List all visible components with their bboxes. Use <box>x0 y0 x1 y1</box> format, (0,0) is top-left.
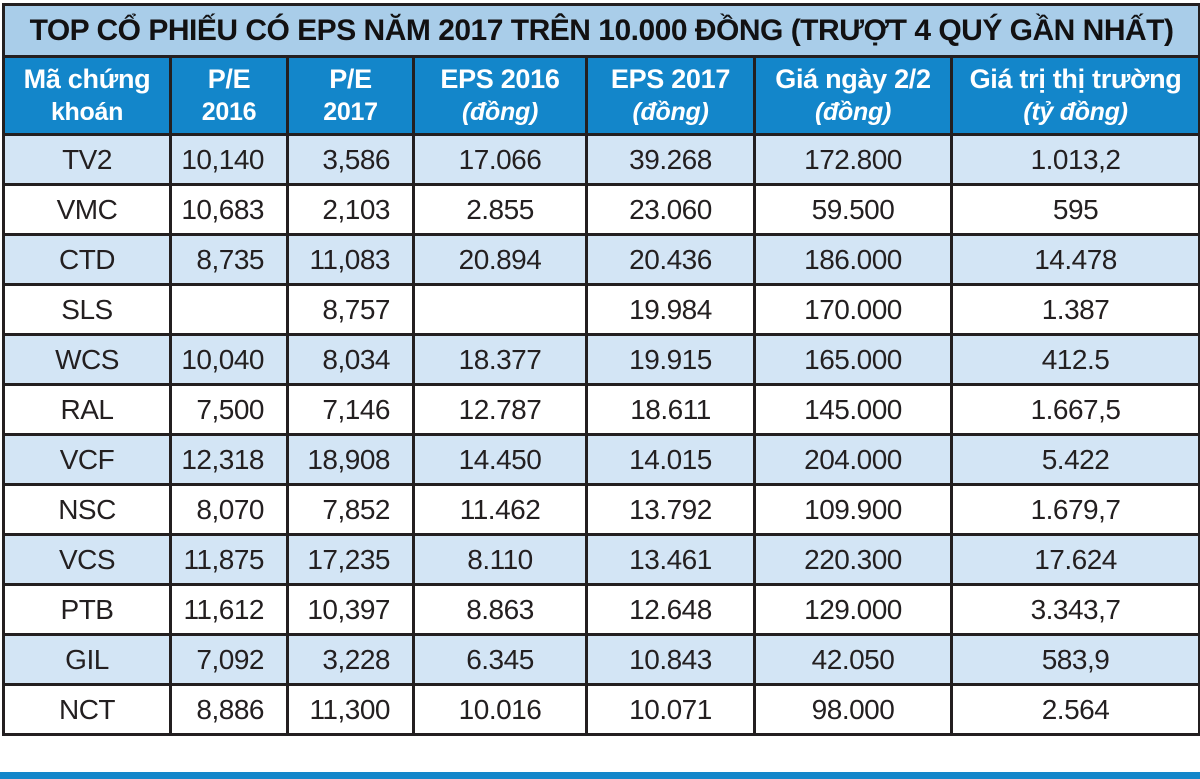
column-header-sublabel: khoán <box>50 97 124 126</box>
value-cell: 11,083 <box>288 235 414 285</box>
column-header-label: EPS 2016 <box>440 64 560 94</box>
value-cell: 7,092 <box>171 635 288 685</box>
value-cell: 18,908 <box>288 435 414 485</box>
column-header-label: P/E <box>207 64 251 94</box>
value-cell: 8.110 <box>414 535 587 585</box>
column-header-ticker <box>4 57 171 135</box>
table-row <box>4 635 1200 685</box>
column-header-price <box>755 57 952 135</box>
ticker-cell: NSC <box>4 485 171 535</box>
column-header-sublabel: (đồng) <box>815 97 891 126</box>
table-row <box>4 385 1200 435</box>
value-cell: 42.050 <box>755 635 952 685</box>
value-cell: 59.500 <box>755 185 952 235</box>
value-cell: 18.611 <box>587 385 755 435</box>
column-header-label: Mã chứng <box>23 64 151 94</box>
value-cell: 7,852 <box>288 485 414 535</box>
table-row <box>4 185 1200 235</box>
value-cell: 2,103 <box>288 185 414 235</box>
value-cell: 13.792 <box>587 485 755 535</box>
column-header-eps-2017 <box>587 57 755 135</box>
value-cell: 583,9 <box>952 635 1200 685</box>
value-cell: 17.624 <box>952 535 1200 585</box>
ticker-cell: NCT <box>4 685 171 735</box>
value-cell: 172.800 <box>755 135 952 185</box>
value-cell: 109.900 <box>755 485 952 535</box>
ticker-cell: SLS <box>4 285 171 335</box>
value-cell: 19.915 <box>587 335 755 385</box>
ticker-cell: VCF <box>4 435 171 485</box>
value-cell: 5.422 <box>952 435 1200 485</box>
value-cell <box>414 285 587 335</box>
column-header-sublabel: 2016 <box>201 97 257 126</box>
value-cell: 12.648 <box>587 585 755 635</box>
value-cell: 8,735 <box>171 235 288 285</box>
value-cell: 2.855 <box>414 185 587 235</box>
stock-eps-table <box>2 3 1200 736</box>
value-cell: 595 <box>952 185 1200 235</box>
value-cell: 8,757 <box>288 285 414 335</box>
value-cell: 2.564 <box>952 685 1200 735</box>
table-row <box>4 135 1200 185</box>
value-cell: 19.984 <box>587 285 755 335</box>
title-row <box>4 5 1200 57</box>
value-cell: 3.343,7 <box>952 585 1200 635</box>
value-cell: 18.377 <box>414 335 587 385</box>
value-cell: 39.268 <box>587 135 755 185</box>
ticker-cell: RAL <box>4 385 171 435</box>
value-cell: 3,228 <box>288 635 414 685</box>
value-cell: 186.000 <box>755 235 952 285</box>
value-cell: 170.000 <box>755 285 952 335</box>
value-cell: 8,034 <box>288 335 414 385</box>
column-header-pe-2017 <box>288 57 414 135</box>
column-header-label: Giá ngày 2/2 <box>775 64 931 94</box>
ticker-cell: PTB <box>4 585 171 635</box>
value-cell: 12,318 <box>171 435 288 485</box>
value-cell: 165.000 <box>755 335 952 385</box>
value-cell: 10.843 <box>587 635 755 685</box>
value-cell: 11,612 <box>171 585 288 635</box>
value-cell: 204.000 <box>755 435 952 485</box>
value-cell: 129.000 <box>755 585 952 635</box>
table-row <box>4 435 1200 485</box>
value-cell: 12.787 <box>414 385 587 435</box>
column-header-pe-2016 <box>171 57 288 135</box>
value-cell: 98.000 <box>755 685 952 735</box>
column-header-sublabel: (tỷ đồng) <box>1023 97 1128 126</box>
value-cell: 3,586 <box>288 135 414 185</box>
value-cell: 11,875 <box>171 535 288 585</box>
value-cell: 1.013,2 <box>952 135 1200 185</box>
column-header-label: EPS 2017 <box>610 64 731 94</box>
value-cell: 8.863 <box>414 585 587 635</box>
value-cell: 1.667,5 <box>952 385 1200 435</box>
table-row <box>4 585 1200 635</box>
value-cell: 7,146 <box>288 385 414 435</box>
value-cell: 10,140 <box>171 135 288 185</box>
table-row <box>4 535 1200 585</box>
table-row <box>4 285 1200 335</box>
value-cell: 11,300 <box>288 685 414 735</box>
table-title: TOP CỔ PHIẾU CÓ EPS NĂM 2017 TRÊN 10.000 ĐỒNG (TRƯỢT 4 QUÝ GẦN NHẤT) <box>4 5 1200 57</box>
column-header-label: Giá trị thị trường <box>969 64 1182 94</box>
value-cell: 10,683 <box>171 185 288 235</box>
value-cell: 6.345 <box>414 635 587 685</box>
ticker-cell: VCS <box>4 535 171 585</box>
value-cell: 220.300 <box>755 535 952 585</box>
value-cell: 10.016 <box>414 685 587 735</box>
header-row <box>4 57 1200 135</box>
ticker-cell: GIL <box>4 635 171 685</box>
value-cell: 7,500 <box>171 385 288 435</box>
value-cell: 8,886 <box>171 685 288 735</box>
ticker-cell: TV2 <box>4 135 171 185</box>
value-cell: 145.000 <box>755 385 952 435</box>
value-cell: 11.462 <box>414 485 587 535</box>
ticker-cell: CTD <box>4 235 171 285</box>
cutoff-blue-bar <box>0 772 1200 779</box>
value-cell: 412.5 <box>952 335 1200 385</box>
column-header-eps-2016 <box>414 57 587 135</box>
value-cell <box>171 285 288 335</box>
value-cell: 1.387 <box>952 285 1200 335</box>
column-header-label: P/E <box>329 64 372 94</box>
table-row <box>4 485 1200 535</box>
stock-eps-table-wrap <box>2 3 1198 736</box>
value-cell: 1.679,7 <box>952 485 1200 535</box>
ticker-cell: VMC <box>4 185 171 235</box>
value-cell: 14.478 <box>952 235 1200 285</box>
value-cell: 17,235 <box>288 535 414 585</box>
value-cell: 8,070 <box>171 485 288 535</box>
column-header-sublabel: 2017 <box>323 97 378 126</box>
column-header-sublabel: (đồng) <box>462 97 538 126</box>
column-header-sublabel: (đồng) <box>632 97 709 126</box>
value-cell: 17.066 <box>414 135 587 185</box>
column-header-market-value <box>952 57 1200 135</box>
value-cell: 10.071 <box>587 685 755 735</box>
value-cell: 13.461 <box>587 535 755 585</box>
table-row <box>4 335 1200 385</box>
table-row <box>4 685 1200 735</box>
value-cell: 23.060 <box>587 185 755 235</box>
value-cell: 10,397 <box>288 585 414 635</box>
table-body <box>4 135 1200 735</box>
value-cell: 14.450 <box>414 435 587 485</box>
value-cell: 20.894 <box>414 235 587 285</box>
value-cell: 10,040 <box>171 335 288 385</box>
table-row <box>4 235 1200 285</box>
value-cell: 20.436 <box>587 235 755 285</box>
ticker-cell: WCS <box>4 335 171 385</box>
value-cell: 14.015 <box>587 435 755 485</box>
